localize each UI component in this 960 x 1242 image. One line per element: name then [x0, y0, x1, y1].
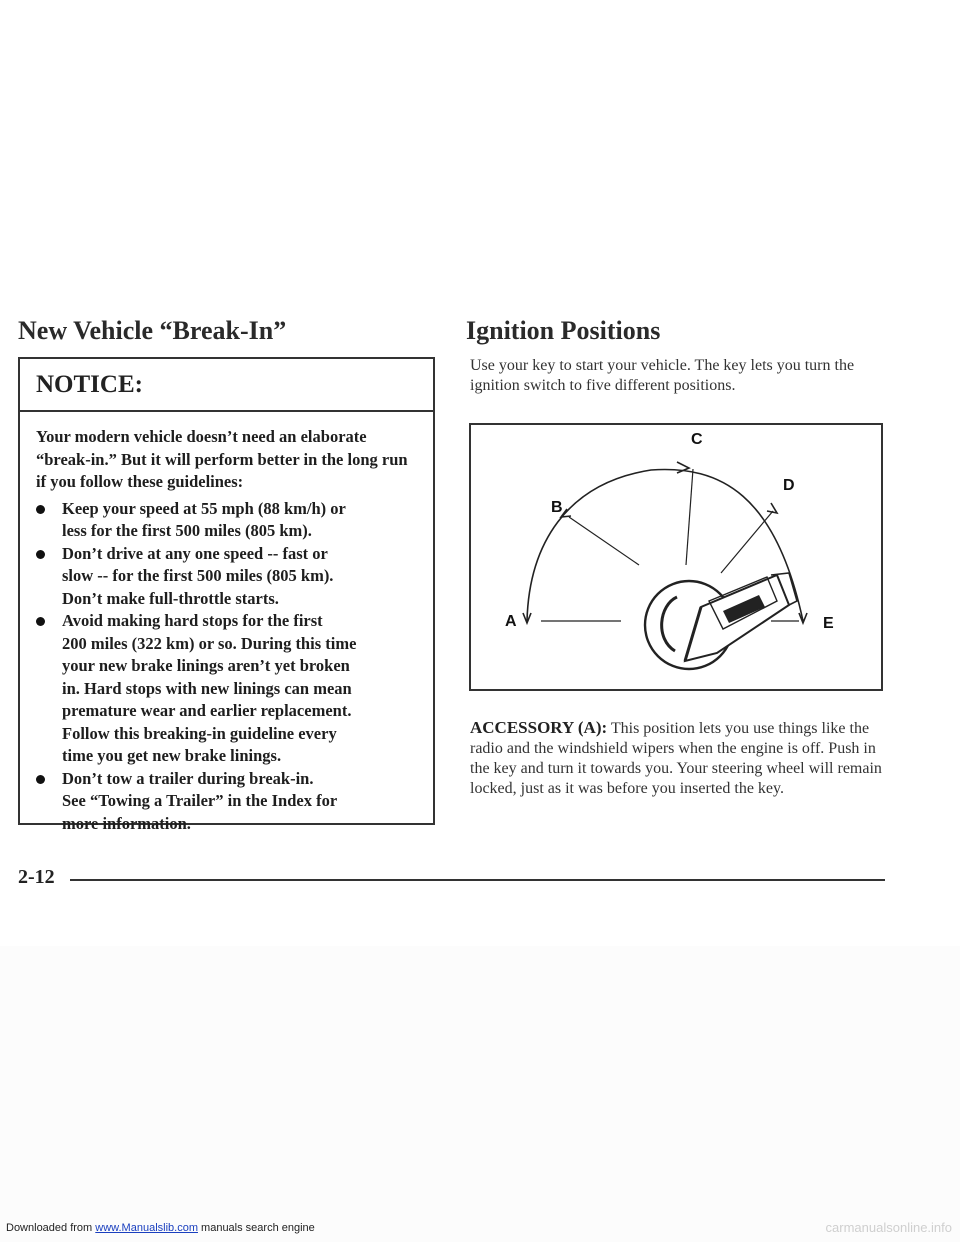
ignition-intro: Use your key to start your vehicle. The key lets you turn the ignition switch to five different positions.	[470, 357, 855, 394]
ignition-diagram	[469, 423, 883, 691]
guideline-item	[36, 610, 417, 768]
manualslib-link[interactable]: www.Manualslib.com	[95, 1222, 198, 1234]
watermark-text: carmanualsonline.info	[825, 1220, 952, 1235]
banner-suffix: manuals search engine	[197, 1222, 315, 1234]
bullet-icon	[36, 505, 45, 514]
guideline-text: Don’t drive at any one speed -- fast or slow -- for the first 500 miles (805 km). Don’t make full-throttle starts.	[62, 543, 334, 608]
break-in-title: New Vehicle “Break-In”	[18, 316, 287, 345]
position-label-e: E	[823, 615, 834, 632]
notice-intro: Your modern vehicle doesn’t need an elaborate “break-in.” But it will perform better in the long run if you follow these guidelines:	[36, 427, 408, 491]
bullet-icon	[36, 775, 45, 784]
position-label-a: A	[505, 613, 517, 630]
bullet-icon	[36, 617, 45, 626]
banner-prefix: Downloaded from	[6, 1222, 96, 1234]
ignition-switch-illustration	[471, 425, 881, 689]
position-label-d: D	[783, 477, 795, 494]
leader-d	[721, 511, 773, 573]
guideline-text: Keep your speed at 55 mph (88 km/h) or less for the first 500 miles (805 km).	[62, 498, 346, 540]
position-label-b: B	[551, 499, 563, 516]
accessory-label: ACCESSORY (A):	[470, 718, 608, 737]
notice-box	[18, 357, 435, 833]
ignition-title: Ignition Positions	[466, 316, 661, 345]
guideline-item	[36, 498, 417, 543]
guideline-list	[36, 498, 417, 836]
guideline-item	[36, 543, 417, 611]
accessory-text: This position lets you use things like the radio and the windshield wipers when the engine is off. Push in the key and turn it towards you. Your steering wheel will remain locked, just as it was before you inserted the key.	[470, 720, 882, 797]
notice-heading: NOTICE:	[20, 359, 433, 412]
footer-rule	[70, 879, 885, 881]
bullet-icon	[36, 550, 45, 559]
guideline-text: Avoid making hard stops for the first 200 miles (322 km) or so. During this time your new brake linings aren’t yet broken in. Hard stops with new linings can mean premature wear and earlier replacement. Follow this breaking-in guideline every time you get new brake linings.	[62, 611, 357, 765]
leader-b	[569, 517, 639, 565]
position-label-c: C	[691, 431, 703, 448]
accessory-description	[470, 718, 890, 799]
page-number: 2-12	[18, 866, 55, 888]
leader-c	[686, 469, 693, 565]
guideline-item	[36, 768, 417, 836]
download-banner	[6, 1222, 315, 1234]
guideline-text: Don’t tow a trailer during break-in. See “Towing a Trailer” in the Index for more information.	[62, 768, 338, 833]
notice-body	[20, 412, 433, 835]
